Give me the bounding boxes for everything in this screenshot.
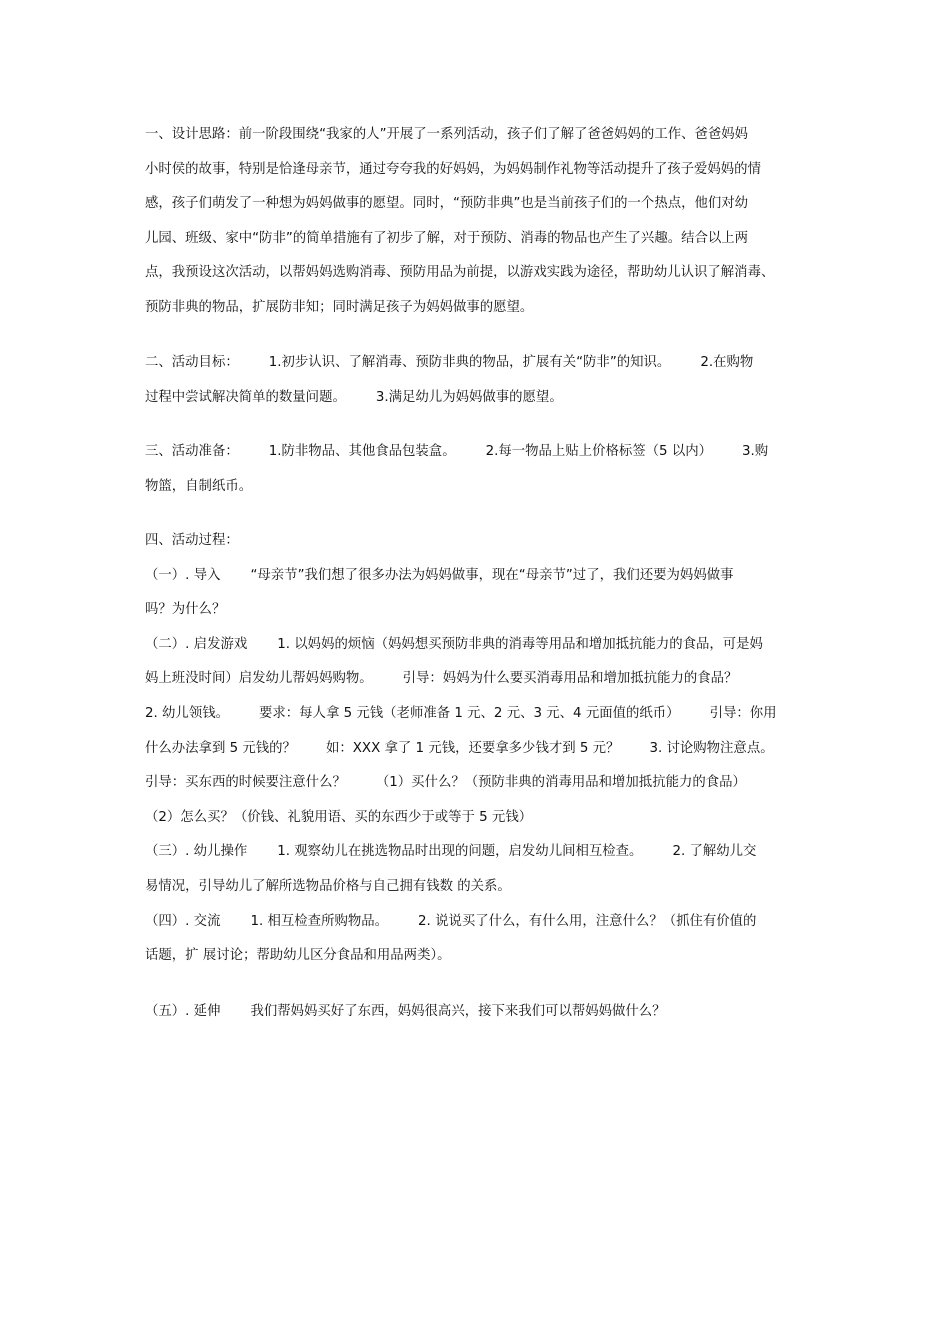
goal-item-2: 2.在购物	[700, 355, 754, 370]
step-2-guide-1: 引导：妈妈为什么要买消毒用品和增加抵抗能力的食品？	[402, 671, 738, 687]
section-prep	[145, 435, 815, 504]
process-line	[145, 732, 815, 767]
step-1-text: “母亲节”我们想了很多办法为妈妈做事，现在“母亲节”过了，我们还要为妈妈做事	[250, 567, 734, 583]
design-line: 感，孩子们萌发了一种想为妈妈做事的愿望。同时，“预防非典”也是当前孩子们的一个热点，他们对幼	[145, 196, 749, 212]
step-5-label: （五）. 延伸	[145, 1004, 221, 1019]
step-2-question-1: （1）买什么？（预防非典的消毒用品和增加抵抗能力的食品）	[375, 775, 746, 791]
step-3-item-2: 2. 了解幼儿交	[672, 844, 757, 860]
process-line	[145, 697, 815, 732]
section-design	[145, 118, 815, 326]
step-5-text: 我们帮妈妈买好了东西，妈妈很高兴，接下来我们可以帮妈妈做什么？	[250, 1004, 666, 1019]
step-1-label: （一）. 导入	[145, 567, 221, 583]
prep-item-2: 2.每一物品上贴上价格标签（5 以内）	[485, 444, 713, 459]
step-2-text-cont: 妈上班没时间）启发幼儿帮妈妈购物。	[145, 671, 373, 687]
step-2-text: 1. 以妈妈的烦恼（妈妈想买预防非典的消毒等用品和增加抵抗能力的食品，可是妈	[277, 636, 763, 652]
prep-heading: 三、活动准备：	[145, 444, 239, 459]
step-4-item-2-cont: 话题，扩 展讨论；帮助幼儿区分食品和用品两类）。	[145, 948, 451, 964]
goals-line-1	[145, 346, 815, 381]
prep-item-1: 1.防非物品、其他食品包装盒。	[268, 444, 456, 459]
step-3-label: （三）. 幼儿操作	[145, 844, 248, 860]
design-line: 儿园、班级、家中“防非”的简单措施有了初步了解，对于预防、消毒的物品也产生了兴趣。结合以上两	[145, 230, 749, 246]
process-line	[145, 559, 815, 594]
step-4-label: （四）. 交流	[145, 913, 221, 929]
step-3-item-1: 1. 观察幼儿在挑选物品时出现的问题，启发幼儿间相互检查。	[277, 844, 643, 860]
section-process	[145, 524, 815, 974]
goal-item-1: 1.初步认识、了解消毒、预防非典的物品，扩展有关“防非”的知识。	[268, 355, 671, 370]
process-line	[145, 995, 815, 1030]
prep-line-2	[145, 470, 815, 505]
step-3-item-2-cont: 易情况，引导幼儿了解所选物品价格与自己拥有钱数 的关系。	[145, 878, 511, 894]
step-4-item-1: 1. 相互检查所购物品。	[250, 913, 389, 929]
process-line	[145, 905, 815, 940]
goal-item-3: 3.满足幼儿为妈妈做事的愿望。	[375, 389, 563, 405]
goals-line-2	[145, 381, 815, 416]
step-2-guide-2: 引导：你用	[709, 705, 777, 721]
step-2-requirement: 要求：每人拿 5 元钱（老师准备 1 元、2 元、3 元、4 元面值的纸币）	[259, 705, 680, 721]
step-2-example: 如：XXX 拿了 1 元钱，还要拿多少钱才到 5 元？	[325, 740, 620, 756]
prep-item-3-cont: 物篮，自制纸币。	[145, 478, 253, 494]
prep-item-3: 3.购	[742, 444, 769, 459]
design-line: 点，我预设这次活动，以帮妈妈选购消毒、预防用品为前提，以游戏实践为途径，帮助幼儿认识了解消毒、	[145, 265, 775, 281]
step-2-substep-2: 2. 幼儿领钱。	[145, 705, 229, 721]
section-extension	[145, 995, 815, 1030]
process-line	[145, 628, 815, 663]
section-goals	[145, 346, 815, 415]
step-1-text-cont: 吗？为什么？	[145, 602, 226, 618]
process-heading: 四、活动过程：	[145, 533, 239, 548]
process-line	[145, 766, 815, 801]
step-2-guide-3: 引导：买东西的时候要注意什么？	[145, 775, 346, 791]
step-2-label: （二）. 启发游戏	[145, 636, 248, 652]
process-line	[145, 662, 815, 697]
process-line	[145, 835, 815, 870]
goal-item-2-cont: 过程中尝试解决简单的数量问题。	[145, 389, 346, 405]
step-2-question-2: （2）怎么买？（价钱、礼貌用语、买的东西少于或等于 5 元钱）	[145, 809, 533, 825]
design-line: 一、设计思路：前一阶段围绕“我家的人”开展了一系列活动，孩子们了解了爸爸妈妈的工作、爸爸妈妈	[145, 127, 749, 142]
design-line: 预防非典的物品，扩展防非知；同时满足孩子为妈妈做事的愿望。	[145, 299, 534, 315]
goals-heading: 二、活动目标：	[145, 355, 239, 370]
design-line: 小时侯的故事，特别是恰逢母亲节，通过夸夸我的好妈妈，为妈妈制作礼物等活动提升了孩子爱妈妈的情	[145, 161, 761, 177]
step-2-substep-3: 3. 讨论购物注意点。	[649, 740, 774, 756]
step-2-guide-2-cont: 什么办法拿到 5 元钱的？	[145, 740, 296, 756]
step-4-item-2: 2. 说说买了什么，有什么用，注意什么？（抓住有价值的	[418, 913, 757, 929]
prep-line-1	[145, 435, 815, 470]
